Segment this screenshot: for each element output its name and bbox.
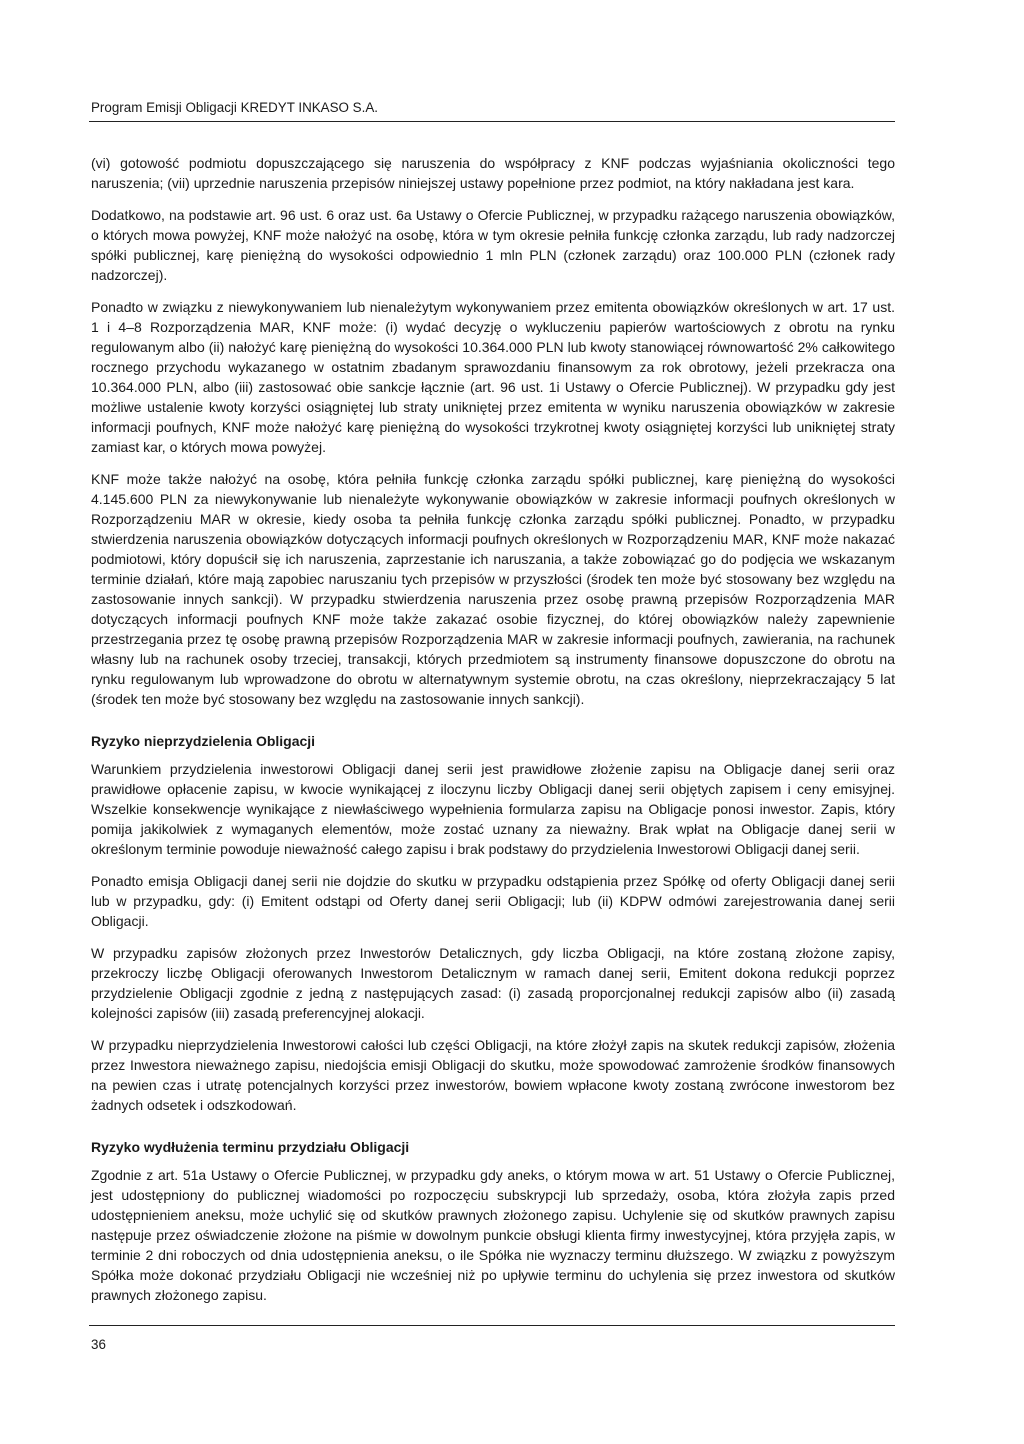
paragraph: Ponadto w związku z niewykonywaniem lub nienależytym wykonywaniem przez emitenta obowiązków określonych w art. 17 ust. 1 i 4–8 Rozporządzenia MAR, KNF może: (i) wydać decyzję o wykluczeniu papierów wartościowych z obrotu na rynku regulowanym albo (ii) nałożyć karę pieniężną do wysokości 10.364.000 PLN lub kwoty stanowiącej równowartość 2% całkowitego rocznego przychodu wykazanego w ostatnim zbadanym sprawozdaniu finansowym za rok obrotowy, jeżeli przekracza ona 10.364.000 PLN, albo (iii) zastosować obie sankcje łącznie (art. 96 ust. 1i Ustawy o Ofercie Publicznej). W przypadku gdy jest możliwe ustalenie kwoty korzyści osiągniętej lub straty unikniętej przez emitenta w wyniku naruszenia obowiązków w zakresie informacji poufnych, KNF może nałożyć karę pieniężną do wysokości trzykrotnej kwoty osiągniętej korzyści lub unikniętej straty zamiast kar, o których mowa powyżej. xyxy=(91,299,895,455)
paragraph: W przypadku nieprzydzielenia Inwestorowi całości lub części Obligacji, na które złożył zapis na skutek redukcji zapisów, złożenia przez Inwestora nieważnego zapisu, niedojścia emisji Obligacji do skutku, może spowodować zamrożenie środków finansowych na pewien czas i utratę potencjalnych korzyści przez inwestorów, bowiem wpłacone kwoty zostaną zwrócone inwestorom bez żadnych odsetek i odszkodowań. xyxy=(91,1037,895,1113)
paragraph: Warunkiem przydzielenia inwestorowi Obligacji danej serii jest prawidłowe złożenie zapisu na Obligacje danej serii oraz prawidłowe opłacenie zapisu, w kwocie wynikającej z iloczynu liczby Obligacji danej serii objętych zapisem i ceny emisyjnej. Wszelkie konsekwencje wynikające z niewłaściwego wypełnienia formularza zapisu na Obligacje ponosi inwestor. Zapis, który pomija jakikolwiek z wymaganych elementów, może zostać uznany za nieważny. Brak wpłat na Obligacje danej serii w określonym terminie powoduje nieważność całego zapisu i brak podstawy do przydzielenia Inwestorowi Obligacji danej serii. xyxy=(91,761,895,857)
page-number: 36 xyxy=(91,1337,106,1352)
footer-divider xyxy=(89,1325,895,1326)
running-header: Program Emisji Obligacji KREDYT INKASO S.A. xyxy=(91,100,378,115)
paragraph: (vi) gotowość podmiotu dopuszczającego się naruszenia do współpracy z KNF podczas wyjaśniania okoliczności tego naruszenia; (vii) uprzednie naruszenia przepisów niniejszej ustawy popełnione przez podmiot, na który nakładana jest kara. xyxy=(91,155,895,191)
header-divider xyxy=(89,121,895,122)
paragraph: KNF może także nałożyć na osobę, która pełniła funkcję członka zarządu spółki publicznej, karę pieniężną do wysokości 4.145.600 PLN za niewykonywanie lub nienależyte wykonywanie obowiązków w zakresie informacji poufnych określonych w Rozporządzeniu MAR w okresie, kiedy osoba ta pełniła funkcję członka zarządu spółki publicznej. Ponadto, w przypadku stwierdzenia naruszenia obowiązków dotyczących informacji poufnych określonych w Rozporządzeniu MAR, KNF może nakazać podmiotowi, który dopuścił się ich naruszenia, zaprzestanie ich naruszania, a także zobowiązać go do podjęcia we wskazanym terminie działań, które mają zapobiec naruszaniu tych przepisów w przyszłości (środek ten może być stosowany bez względu na zastosowanie innych sankcji). W przypadku stwierdzenia naruszenia przez osobę prawną przepisów Rozporządzenia MAR dotyczących informacji poufnych KNF może także zakazać osobie fizycznej, do której obowiązków należy zapewnienie przestrzegania przez tę osobę prawną przepisów Rozporządzenia MAR w zakresie informacji poufnych, zawierania, na rachunek własny lub na rachunek osoby trzeciej, transakcji, których przedmiotem są instrumenty finansowe dopuszczone do obrotu na rynku regulowanym lub wprowadzone do obrotu w alternatywnym systemie obrotu, na czas określony, nieprzekraczający 5 lat (środek ten może być stosowany bez względu na zastosowanie innych sankcji). xyxy=(91,471,895,707)
paragraph: Ponadto emisja Obligacji danej serii nie dojdzie do skutku w przypadku odstąpienia przez Spółkę od oferty Obligacji danej serii lub w przypadku, gdy: (i) Emitent odstąpi od Oferty danej serii Obligacji; lub (ii) KDPW odmówi zarejestrowania danej serii Obligacji. xyxy=(91,873,895,929)
paragraph: W przypadku zapisów złożonych przez Inwestorów Detalicznych, gdy liczba Obligacji, na które zostaną złożone zapisy, przekroczy liczbę Obligacji oferowanych Inwestorom Detalicznym w ramach danej serii, Emitent dokona redukcji poprzez przydzielenie Obligacji zgodnie z jedną z następujących zasad: (i) zasadą proporcjonalnej redukcji zapisów albo (ii) zasadą kolejności zapisów (iii) zasadą preferencyjnej alokacji. xyxy=(91,945,895,1021)
section-heading: Ryzyko wydłużenia terminu przydziału Obligacji xyxy=(91,1139,410,1155)
paragraph: Dodatkowo, na podstawie art. 96 ust. 6 oraz ust. 6a Ustawy o Ofercie Publicznej, w przypadku rażącego naruszenia obowiązków, o których mowa powyżej, KNF może nałożyć na osobę, która w tym okresie pełniła funkcję członka zarządu, lub rady nadzorczej spółki publicznej, karę pieniężną do wysokości odpowiednio 1 mln PLN (członek zarządu) oraz 100.000 PLN (członek rady nadzorczej). xyxy=(91,207,895,283)
section-heading: Ryzyko nieprzydzielenia Obligacji xyxy=(91,733,316,749)
page-body xyxy=(91,153,895,1317)
paragraph: Zgodnie z art. 51a Ustawy o Ofercie Publicznej, w przypadku gdy aneks, o którym mowa w art. 51 Ustawy o Ofercie Publicznej, jest udostępniony do publicznej wiadomości po rozpoczęciu subskrypcji lub sprzedaży, osoba, która złożyła zapis przed udostępnieniem aneksu, może uchylić się od skutków prawnych złożonego zapisu. Uchylenie się od skutków prawnych zapisu następuje przez oświadczenie złożone na piśmie w dowolnym punkcie obsługi klienta firmy inwestycyjnej, która przyjęła zapis, w terminie 2 dni roboczych od dnia udostępnienia aneksu, o ile Spółka nie wyznaczy terminu dłuższego. W związku z powyższym Spółka może dokonać przydziału Obligacji nie wcześniej niż po upływie terminu do uchylenia się przez inwestora od skutków prawnych złożonego zapisu. xyxy=(91,1167,895,1303)
